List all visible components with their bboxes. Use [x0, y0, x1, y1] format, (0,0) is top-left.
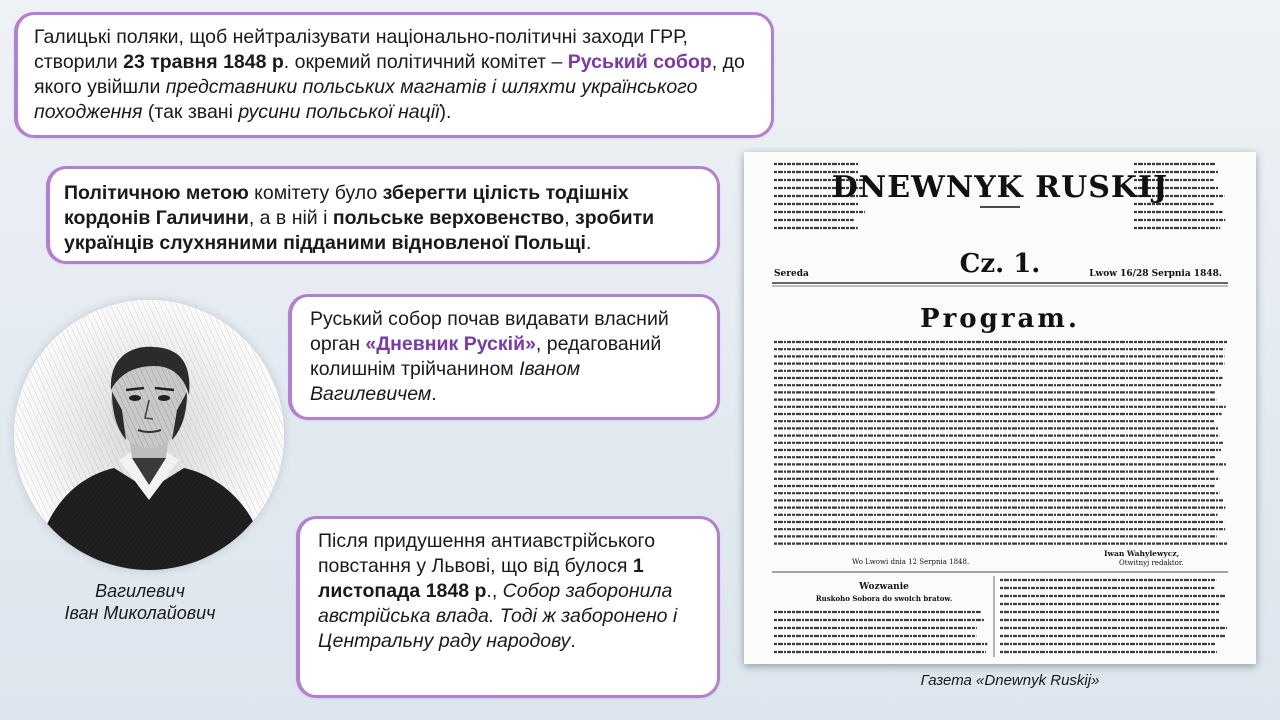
card-text: комітету було	[248, 182, 383, 204]
card-text: .	[585, 232, 592, 254]
newspaper-masthead: DNEWNYK RUSKIJ	[831, 170, 1169, 205]
newspaper-signature-role: Otwitnyj redaktor.	[1119, 559, 1184, 567]
card-text: , а в ній і	[248, 207, 333, 229]
newspaper-date-line: Wo Lwowi dnia 12 Serpnia 1848.	[852, 558, 970, 566]
card-text: Після придушення антиавстрійського повстання у Львові, що від булося	[318, 530, 661, 577]
card-text: Руський собор почав видавати власний орган	[310, 308, 675, 355]
card-text: , редагований колишнім трійчанином	[310, 333, 667, 380]
bold-text: Політичною метою	[64, 182, 249, 204]
newspaper-signature: Iwan Wahylewycz,	[1104, 549, 1180, 558]
newspaper-section-subtitle: Ruskoho Sobora do swoich bratow.	[815, 594, 953, 603]
card-text: Галицькі поляки, щоб нейтралізувати національно-політичні заходи ГРР, створили	[34, 26, 694, 73]
card-text: .	[431, 383, 437, 405]
newspaper-section-title: Wozwanie	[859, 582, 909, 592]
portrait-caption	[40, 580, 240, 624]
card-text: . окремий політичний комітет –	[283, 51, 568, 73]
card-text: ,	[564, 207, 576, 229]
italic-text: представники польських магнатів і шляхти українського походження	[34, 76, 703, 123]
card-text: (так звані	[142, 101, 239, 123]
date-highlight: 23 травня 1848 р	[123, 51, 284, 73]
card-text: , до якого увійшли	[34, 51, 751, 98]
bold-text: зробити українців слухняними підданими відновленої Польщі	[64, 207, 660, 254]
newspaper-issue: Cz. 1.	[959, 249, 1041, 279]
newspaper-image	[744, 152, 1256, 664]
newspaper-day: Sereda	[774, 269, 809, 279]
newspaper-caption: Газета «Dnewnyk Ruskij»	[920, 672, 1100, 689]
newspaper-place-date: Lwow 16/28 Serpnia 1848.	[1089, 269, 1222, 279]
italic-text: русини польської нації	[238, 101, 440, 123]
card-text: .,	[486, 580, 503, 602]
term-highlight: Руський собор	[567, 51, 712, 73]
newspaper-facsimile	[744, 152, 1256, 664]
card-text: .	[570, 630, 576, 652]
bold-text: польське верховенство	[332, 207, 565, 229]
portrait-image	[14, 300, 284, 570]
info-card-ruskyi-sobor	[14, 12, 774, 138]
portrait-caption-line2: Іван Миколайович	[64, 603, 216, 623]
card-text: ).	[439, 101, 452, 123]
newspaper-heading: Program.	[920, 304, 1080, 334]
info-card-ban	[296, 516, 720, 698]
portrait-engraving	[14, 300, 284, 570]
info-card-political-goal	[46, 166, 720, 264]
newspaper-body-text	[774, 342, 1228, 544]
date-highlight: 1 листопада 1848 р	[318, 555, 650, 602]
portrait-caption-line1: Вагилевич	[95, 581, 185, 601]
bold-text: зберегти цілість тодішніх кордонів Галичини	[64, 182, 635, 229]
italic-text: Собор заборонила австрійська влада. Тоді ж заборонено і Центральну раду народову	[318, 580, 683, 652]
info-card-newspaper	[288, 294, 720, 420]
term-highlight: «Дневник Рускій»	[365, 333, 536, 355]
italic-text: Іваном Вагилевичем	[310, 358, 586, 405]
newspaper-bottom-text	[774, 580, 1227, 652]
